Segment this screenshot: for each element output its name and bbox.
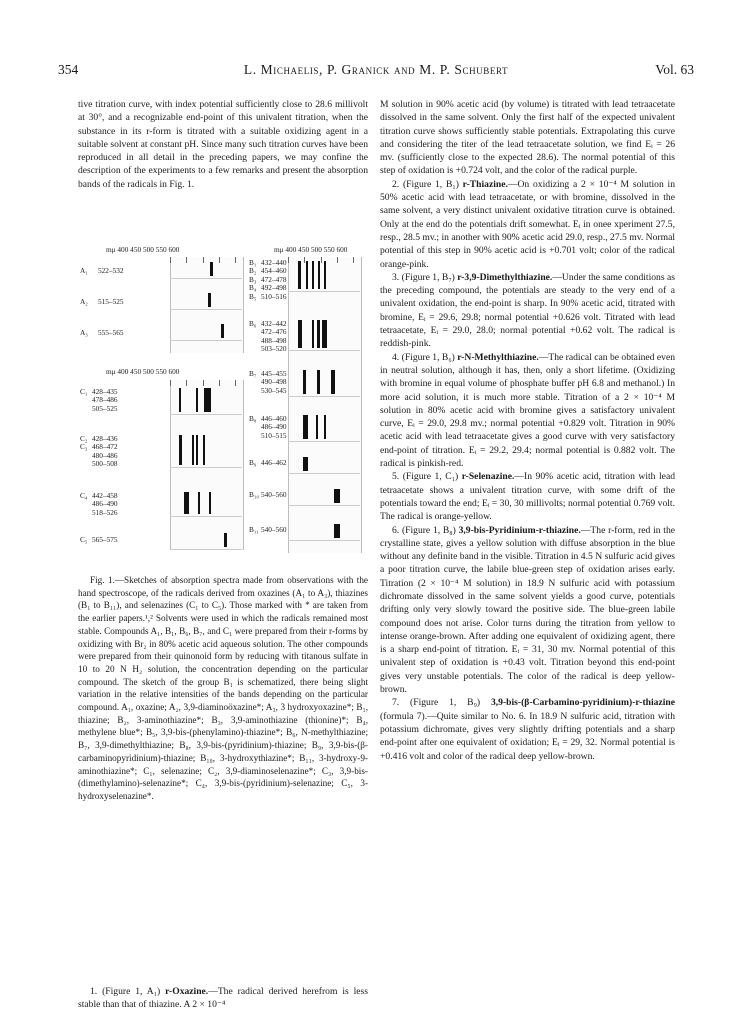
- p6-heading: 3,9-bis-(β-Carbamino-pyridinium)-r-thiazine: [490, 697, 675, 709]
- absorption-band: [298, 320, 301, 348]
- range-b10: 540–560: [261, 490, 287, 499]
- p1-text: —On oxidizing a 2 × 10⁻⁴ M solution in 50% acetic acid with lead tetraacetate, or with bromine, dissolved in the same solvent, a very distinct univalent oxidative titration curve is obtained. Only at the end do the potentials drift somewhat. Eᵢ in onee xperiment 27.5, resp., 28.5 mv.; in another with 90% acetic acid 29.0, resp., 27.5 mv. Normal potential of this step in 90% acetic acid is +0.701 volt; color of the radical orange-pink.: [380, 178, 676, 270]
- section-1-paragraph: [78, 985, 368, 1012]
- scale-left: mμ 400 450 500 550 600: [106, 245, 180, 254]
- absorption-band: [317, 370, 320, 394]
- scale-tick: [203, 380, 204, 386]
- p2-text: —Under the same conditions as the preceding compound, the potentials are steady to the very end of a univalent oxidation, the end-point is sharp. In 90% acetic acid, titrated with bromine, Eᵢ = 29.6, 29.8; normal potential +0.626 volt. Titrated with lead tetraacetate, Eᵢ = 29.0, 28.0; normal potential +0.62 volt. The radical is reddish-pink.: [380, 271, 676, 350]
- absorption-band: [192, 435, 194, 465]
- absorption-band: [204, 388, 211, 412]
- right-p6: [380, 696, 675, 762]
- label-a1: A₁: [80, 266, 88, 275]
- spectrum-row-separator: [170, 549, 242, 550]
- absorption-band: [196, 388, 199, 412]
- right-p2: [380, 271, 675, 351]
- p4-text: —In 90% acetic acid, titration with lead tetraacetate shows a univalent titration curve, with some drift of the potentials toward the end; Eᵢ = 30, 30 millivolts; normal potential 0.769 volt. The radical is orange-yellow.: [380, 471, 675, 523]
- scale-tick: [170, 380, 171, 386]
- spectrum-row-separator: [288, 291, 360, 292]
- absorption-band: [303, 457, 308, 471]
- label-b7: B₇: [249, 369, 257, 378]
- scale-tick: [186, 380, 187, 386]
- left-column-section-1: [78, 985, 368, 1012]
- absorption-band: [317, 320, 320, 348]
- range-c4: 442–458 486–490 518–526: [92, 491, 118, 517]
- figure-caption: [78, 574, 368, 803]
- right-p3: [380, 351, 675, 471]
- absorption-band: [306, 261, 308, 289]
- section-1-lead: 1. (Figure 1, A₁): [90, 986, 166, 997]
- spectrum-row-separator: [288, 350, 360, 351]
- absorption-band: [298, 261, 301, 289]
- range-b7: 445–455 490–498 530–545: [261, 369, 287, 395]
- running-title: L. Michaelis, P. Granick and M. P. Schubert: [243, 62, 509, 77]
- label-c5: C₅: [80, 535, 88, 544]
- absorption-band: [210, 262, 213, 276]
- range-b11: 540–560: [261, 525, 287, 534]
- absorption-band: [224, 533, 227, 547]
- p3-heading: r-N-Methylthiazine.: [457, 351, 539, 363]
- scale-tick: [321, 257, 322, 263]
- absorption-band: [203, 435, 206, 465]
- absorption-band: [179, 388, 181, 412]
- label-b6: B₆: [249, 319, 257, 328]
- label-b11: B₁₁: [249, 525, 259, 534]
- absorption-band: [334, 489, 341, 503]
- scale-tick: [186, 257, 187, 263]
- right-column: [380, 98, 675, 763]
- right-p0: M solution in 90% acetic acid (by volume) is titrated with lead tetraacetate dissolved in the same solvent. Only the first half of the expected univalent titration curve shows sufficiently stable potentials. Extrapolating this curve and considering the titer of the lead tetraacetate solution, we find Eᵢ = 26 mv. (sufficiently close to the expected 28.6). The normal potential of this step of oxidation is +0.724 volt, and the color of the radical purple.: [380, 99, 675, 177]
- p4-lead: 5. (Figure 1, C₁): [392, 471, 462, 483]
- spectrum-row-separator: [170, 516, 242, 517]
- page-number: 354: [58, 62, 79, 77]
- label-c2-c3: C₂ C₃: [80, 434, 88, 452]
- absorption-band: [198, 492, 200, 514]
- absorption-band: [303, 415, 308, 439]
- label-b8: B₈: [249, 414, 257, 423]
- range-a1: 522–532: [98, 266, 124, 275]
- absorption-band: [196, 435, 198, 465]
- spectrum-row-separator: [170, 309, 242, 310]
- absorption-band: [318, 261, 320, 289]
- spectrum-panel-b: [288, 257, 362, 553]
- p4-heading: r-Selenazine.: [461, 471, 515, 483]
- p3-lead: 4. (Figure 1, B₆): [392, 351, 458, 363]
- spectrum-row-separator: [288, 505, 360, 506]
- spectrum-row-separator: [170, 340, 242, 341]
- range-c1: 428–435 478–486 505–525: [92, 387, 118, 413]
- absorption-band: [209, 492, 212, 514]
- volume-label: Vol. 63: [655, 62, 694, 77]
- scale-right: mμ 400 450 500 550 600: [274, 245, 348, 254]
- p2-heading: r-3,9-Dimethylthiazine.: [457, 271, 553, 283]
- spectrum-row-separator: [288, 396, 360, 397]
- scale-tick: [235, 257, 236, 263]
- range-a2: 515–525: [98, 297, 124, 306]
- range-b8: 446–460 486–490 510–515: [261, 414, 287, 440]
- p3-text: —The radical can be obtained even in neutral solution, although it has, then, only a short lifetime. (Oxidizing with bromine in equal volume of phosphate buffer pH 6.8 and methanol.) In more acid solution, it is much more stable. Titration of a 2 × 10⁻⁴ M solution in 80% acetic acid with bromine gives a satisfactory univalent curve, Eᵢ = 29.0, 29.8 mv.; normal potential +0.829 volt. Titration in 90% acetic acid with lead tetraacetate gives a good curve with very satisfactory end-point of titration. Eᵢ = 29.2, 29.4; normal potential is 0.882 volt. The radical is pinkish-red.: [380, 351, 675, 470]
- spectrum-row-separator: [170, 278, 242, 279]
- figure-1: [78, 245, 368, 565]
- p1-lead: 2. (Figure 1, B₁): [392, 178, 463, 190]
- right-p5: [380, 524, 675, 697]
- scale-tick: [203, 257, 204, 263]
- absorption-band: [334, 524, 341, 538]
- label-c1: C₁: [80, 387, 88, 396]
- scale-tick: [304, 257, 305, 263]
- p2-lead: 3. (Figure 1, B₇): [392, 271, 458, 283]
- spectrum-row-separator: [170, 467, 242, 468]
- intro-paragraph: tive titration curve, with index potential sufficiently close to 28.6 millivolt at 30°, and a recognizable end-point of this univalent titration, when the substance in its r-form is titrated with a suitable oxidizing agent in a suitable solvent at constant pH. Since many such titration curves have been reproduced in all detail in the preceding papers, we may confine the description of the experiments to a few remarks and present the absorption bands of the radicals in Fig. 1.: [78, 99, 368, 190]
- section-1-heading: r-Oxazine.: [165, 986, 209, 997]
- scale-tick: [219, 380, 220, 386]
- scale-left-c: mμ 400 450 500 550 600: [106, 367, 180, 376]
- range-c2-c3: 428–436 468–472 480–486 500–508: [92, 434, 118, 469]
- p6-text: (formula 7).—Quite similar to No. 6. In 18.9 N sulfuric acid, titration with potassium dichromate, gives very slightly drifting potentials and a sharp end-point after one equivalent of oxidation; Eᵢ = 29, 32. Normal potential is +0.416 volt and color of the radical deep yellow-brown.: [380, 710, 675, 762]
- range-b6: 432–442 472–476 488–498 503–520: [261, 319, 287, 354]
- label-b10: B₁₀: [249, 490, 259, 499]
- scale-tick: [288, 257, 289, 263]
- p5-heading: 3,9-bis-Pyridinium-r-thiazine.: [458, 524, 581, 536]
- absorption-band: [312, 261, 314, 289]
- left-column-intro: [78, 98, 368, 191]
- label-c4: C₄: [80, 491, 88, 500]
- range-b9: 446–462: [261, 458, 287, 467]
- absorption-band: [208, 293, 211, 307]
- absorption-band: [324, 415, 326, 439]
- label-a2: A₂: [80, 297, 88, 306]
- absorption-band: [316, 415, 318, 439]
- spectrum-row-separator: [288, 540, 360, 541]
- caption-text: Fig. 1.—Sketches of absorption spectra made from observations with the hand spectroscope, of the radicals derived from oxazines (A₁ to A₃), thiazines (B₁ to B₁₁), and selenazines (C₁ to C₅). Those marked with * are taken from the earlier papers.¹,² Solvents were used in which the radicals remained most stable. Compounds A₁, B₁, B₆, B₇, and C₁ were prepared from their r-forms by oxidizing with Br₂ in 80% acetic acid aqueous solution. The other compounds were prepared from their quinonoid form by reducing with titanous sulfate in 10 to 20 N H₂ solution, the concentration depending on the particular compound. The sketch of the group B₁ is schematized, there being slight variation in the relative intensities of the bands depending on the particular compound. A₁, oxazine; A₂, 3,9-diaminoöxazine*; A₃, 3 hydroxyoxazine*; B₁, thiazine; B₂, 3-aminothiazine*; B₃, 3,9-aminothiazine (thionine)*; B₄, methylene blue*; B₅, 3,9-bis-(phenylamino)-thiazine*; B₆, N-methylthiazine; B₇, 3,9-dimethylthiazine; B₈, 3,9-bis-(pyridinium)-thiazine; B₉, 3,9-bis-(β-carbaminopyridinium)-thiazine; B₁₀, 3-hydroxythiazine*; B₁₁, 3-hydroxy-9-aminothiazine*; C₁, selenazine; C₂, 3,9-diaminoselenazine*; C₃, 3,9-bis-(dimethylamino)-selenazine*; C₄, 3,9-bis-(pyridinium)-selenazine; C₅, 3-hydroxyselenazine*.: [78, 575, 368, 801]
- p5-text: —The r-form, red in the crystalline state, gives a yellow solution with diffuse absorption in the blue without any definite band in the visible. Titration in 4.5 N sulfuric acid gives a poor titration curve, the labile blue-green step of oxidation arises early. Titration (2 × 10⁻⁴ M solution) in 18.9 N sulfuric acid with potassium dichromate dissolved in the same solvent yields a good curve, potentials drifting only very slowly toward the positive side. The blue-green labile compound does not arise. Color turns during the titration from yellow to intense orange-brown. After adding one equivalent of oxidizing agent, there is a sharp end-point of titration. Eᵢ = 31, 30 mv. Normal potential of this univalent step of oxidation is +0.43 volt. Titration beyond this end-point gives very unstable potentials. The color of the radical is deep yellow-brown.: [380, 524, 675, 696]
- right-p1: [380, 178, 675, 271]
- section-1-text: —The radical derived herefrom is less stable than that of thiazine. A 2 × 10⁻⁴: [78, 986, 368, 1011]
- absorption-band: [184, 492, 189, 514]
- p1-heading: r-Thiazine.: [462, 178, 508, 190]
- range-c5: 565–575: [92, 535, 118, 544]
- label-a3: A₃: [80, 328, 88, 337]
- right-p4: [380, 470, 675, 523]
- label-b9: B₉: [249, 458, 257, 467]
- scale-tick: [337, 257, 338, 263]
- page-header: [58, 62, 694, 82]
- absorption-band: [331, 370, 336, 394]
- p5-lead: 6. (Figure 1, B₈): [392, 524, 459, 536]
- scale-tick: [170, 257, 171, 263]
- spectrum-row-separator: [288, 473, 360, 474]
- range-a3: 555–565: [98, 328, 124, 337]
- absorption-band: [303, 370, 306, 394]
- scale-tick: [219, 257, 220, 263]
- absorption-band: [312, 320, 314, 348]
- range-b1-b5: 432–440 454–460 472–478 492–498 510–516: [261, 258, 287, 301]
- label-b1-b5: B₁ B₂ B₃ B₄ B₅: [249, 258, 257, 301]
- absorption-band: [221, 324, 224, 338]
- absorption-band: [179, 435, 182, 465]
- spectrum-row-separator: [170, 414, 242, 415]
- p6-lead: 7. (Figure 1, B₉): [392, 697, 491, 709]
- spectrum-row-separator: [288, 441, 360, 442]
- absorption-band: [324, 261, 326, 289]
- absorption-band: [322, 320, 328, 348]
- scale-tick: [353, 257, 354, 263]
- scale-tick: [235, 380, 236, 386]
